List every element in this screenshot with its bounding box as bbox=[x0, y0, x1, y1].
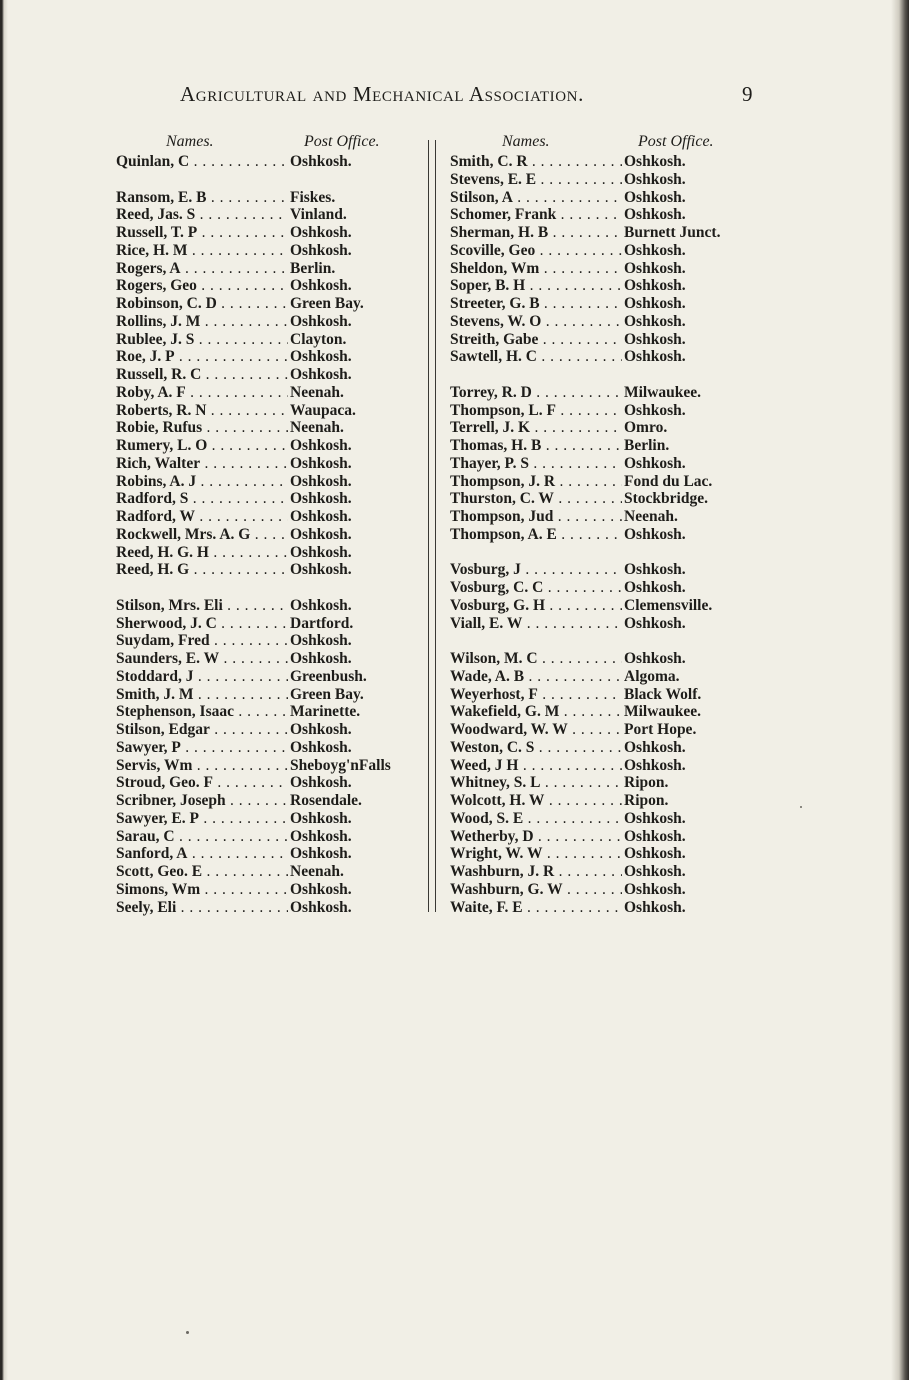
member-name: Waite, F. E . . . bbox=[450, 899, 622, 917]
post-office: Oshkosh. bbox=[290, 277, 352, 295]
post-office: Greenbush. bbox=[290, 667, 367, 685]
member-name: Smith, C. R . . . bbox=[450, 153, 622, 171]
member-name: Roberts, R. N . . . bbox=[116, 402, 288, 420]
member-name: Stilson, Mrs. Eli . . . bbox=[116, 597, 288, 615]
post-office: Oshkosh. bbox=[624, 845, 686, 863]
post-office: Ripon. bbox=[624, 792, 669, 809]
post-office: Omro. bbox=[624, 419, 668, 437]
member-name: Stevens, W. O . . . bbox=[450, 313, 622, 331]
member-name: Simons, Wm . . . bbox=[116, 881, 288, 899]
post-office: Waupaca. bbox=[290, 401, 356, 419]
member-name: Soper, B. H . . . bbox=[450, 277, 622, 295]
member-name: Scoville, Geo . . . bbox=[450, 242, 622, 260]
list-item bbox=[116, 561, 434, 579]
post-office: Oshkosh. bbox=[290, 561, 352, 579]
list-item bbox=[450, 632, 768, 650]
post-office: Oshkosh. bbox=[290, 312, 352, 330]
member-name: Thurston, C. W . . . bbox=[450, 490, 622, 508]
post-office: Fond du Lac. bbox=[624, 472, 713, 490]
post-office: Sheboyg'nFalls bbox=[290, 756, 391, 774]
list-item bbox=[450, 242, 768, 260]
page-number: 9 bbox=[742, 82, 753, 106]
member-name: Woodward, W. W . . . bbox=[450, 721, 622, 739]
member-name: Vosburg, J . . . bbox=[450, 561, 622, 579]
list-item bbox=[450, 473, 768, 491]
post-office: Oshkosh. bbox=[624, 738, 686, 756]
list-item bbox=[116, 384, 434, 402]
member-name: Robins, A. J . . . bbox=[116, 473, 288, 491]
member-name: Rollins, J. M . . . bbox=[116, 313, 288, 331]
list-item bbox=[450, 526, 768, 544]
member-name: Rockwell, Mrs. A. G . . . bbox=[116, 526, 288, 544]
post-office: Green Bay. bbox=[290, 685, 364, 703]
post-office: Berlin. bbox=[624, 437, 670, 454]
list-item bbox=[450, 757, 768, 775]
member-name: Vosburg, C. C . . . bbox=[450, 579, 622, 597]
member-name: Servis, Wm . . . bbox=[116, 757, 288, 775]
list-item bbox=[450, 348, 768, 366]
list-item bbox=[450, 668, 768, 686]
post-office: Oshkosh. bbox=[290, 880, 352, 898]
member-name: Washburn, G. W . . . bbox=[450, 881, 622, 899]
post-office: Oshkosh. bbox=[290, 366, 352, 383]
post-office: Oshkosh. bbox=[624, 880, 686, 898]
post-office: Oshkosh. bbox=[290, 721, 352, 738]
member-name: Reed, H. G . . . bbox=[116, 561, 288, 579]
member-name: Vosburg, G. H . . . bbox=[450, 597, 622, 615]
member-name: Rogers, A . . . bbox=[116, 260, 288, 278]
member-name: Seely, Eli . . . bbox=[116, 899, 288, 917]
member-name: Rice, H. M . . . bbox=[116, 242, 288, 260]
post-office: Oshkosh. bbox=[624, 454, 686, 472]
member-name: Radford, S . . . bbox=[116, 490, 288, 508]
member-name: Smith, J. M . . . bbox=[116, 686, 288, 704]
post-office: Neenah. bbox=[624, 508, 678, 525]
post-office: Milwaukee. bbox=[624, 383, 702, 401]
list-item bbox=[450, 686, 768, 704]
member-name: Stroud, Geo. F . . . bbox=[116, 774, 288, 792]
member-name: Wolcott, H. W . . . bbox=[450, 792, 622, 810]
post-office: Oshkosh. bbox=[624, 863, 686, 880]
page-left-edge bbox=[0, 0, 8, 1380]
list-item bbox=[450, 774, 768, 792]
list-item bbox=[116, 473, 434, 491]
post-office: Oshkosh. bbox=[290, 348, 352, 366]
member-name: Sawtell, H. C . . . bbox=[450, 348, 622, 366]
page-right-edge bbox=[891, 0, 909, 1380]
list-item bbox=[450, 597, 768, 615]
post-office: Oshkosh. bbox=[290, 454, 352, 472]
list-item bbox=[116, 721, 434, 739]
post-office: Oshkosh. bbox=[290, 437, 352, 454]
list-item bbox=[116, 455, 434, 473]
post-office: Oshkosh. bbox=[624, 259, 686, 277]
list-item bbox=[450, 579, 768, 597]
member-name: Weyerhost, F . . . bbox=[450, 686, 622, 704]
post-office: Oshkosh. bbox=[624, 348, 686, 366]
list-item bbox=[450, 313, 768, 331]
post-office: Rosendale. bbox=[290, 792, 362, 809]
post-office: Neenah. bbox=[290, 383, 344, 401]
post-office: Oshkosh. bbox=[290, 774, 352, 792]
list-item bbox=[116, 739, 434, 757]
post-office: Clayton. bbox=[290, 330, 347, 348]
member-name: Reed, Jas. S . . . bbox=[116, 206, 288, 224]
post-office: Oshkosh. bbox=[290, 153, 352, 170]
post-office: Oshkosh. bbox=[290, 241, 352, 259]
list-item bbox=[450, 490, 768, 508]
post-office-heading: Post Office. bbox=[304, 133, 380, 150]
member-name: Schomer, Frank . . . bbox=[450, 206, 622, 224]
post-office: Oshkosh. bbox=[624, 241, 686, 259]
member-name: Thomas, H. B . . . bbox=[450, 437, 622, 455]
list-item bbox=[116, 881, 434, 899]
list-item bbox=[116, 757, 434, 775]
list-item bbox=[116, 774, 434, 792]
list-item bbox=[450, 703, 768, 721]
post-office: Oshkosh. bbox=[290, 632, 352, 650]
list-item bbox=[450, 650, 768, 668]
list-item bbox=[116, 366, 434, 384]
member-name: Thompson, Jud . . . bbox=[450, 508, 622, 526]
list-item bbox=[116, 632, 434, 650]
member-name: Sarau, C . . . bbox=[116, 828, 288, 846]
member-name: Robinson, C. D . . . bbox=[116, 295, 288, 313]
member-name: Torrey, R. D . . . bbox=[450, 384, 622, 402]
member-name: Sheldon, Wm . . . bbox=[450, 260, 622, 278]
list-item bbox=[116, 668, 434, 686]
column-divider bbox=[428, 140, 436, 912]
post-office: Stockbridge. bbox=[624, 490, 708, 508]
list-item bbox=[450, 810, 768, 828]
member-name: Sherwood, J. C . . . bbox=[116, 615, 288, 633]
post-office: Milwaukee. bbox=[624, 703, 702, 721]
member-name: Stilson, Edgar . . . bbox=[116, 721, 288, 739]
member-name: Wilson, M. C . . . bbox=[450, 650, 622, 668]
list-item bbox=[450, 384, 768, 402]
list-item bbox=[116, 260, 434, 278]
right-column-header bbox=[450, 133, 768, 153]
member-name: Rublee, J. S . . . bbox=[116, 331, 288, 349]
list-item bbox=[116, 810, 434, 828]
list-item bbox=[450, 224, 768, 242]
member-name: Saunders, E. W . . . bbox=[116, 650, 288, 668]
member-name: Quinlan, C . . . bbox=[116, 153, 288, 171]
member-name: Streeter, G. B . . . bbox=[450, 295, 622, 313]
list-item bbox=[116, 153, 434, 171]
post-office: Green Bay. bbox=[290, 295, 364, 312]
list-item bbox=[116, 650, 434, 668]
post-office: Oshkosh. bbox=[624, 561, 686, 579]
post-office: Oshkosh. bbox=[290, 508, 352, 525]
member-name: Thayer, P. S . . . bbox=[450, 455, 622, 473]
list-item bbox=[116, 331, 434, 349]
list-item bbox=[116, 189, 434, 207]
member-name: Thompson, L. F . . . bbox=[450, 402, 622, 420]
names-heading: Names. bbox=[502, 133, 550, 150]
list-item bbox=[116, 703, 434, 721]
member-name: Wetherby, D . . . bbox=[450, 828, 622, 846]
post-office: Oshkosh. bbox=[624, 312, 686, 330]
list-item bbox=[450, 792, 768, 810]
list-item bbox=[116, 277, 434, 295]
list-item bbox=[450, 189, 768, 207]
post-office: Oshkosh. bbox=[290, 827, 352, 845]
post-office: Oshkosh. bbox=[624, 188, 686, 206]
left-entries-list bbox=[116, 153, 434, 916]
list-item bbox=[116, 544, 434, 562]
post-office: Oshkosh. bbox=[624, 206, 686, 224]
member-name: Wade, A. B . . . bbox=[450, 668, 622, 686]
list-item bbox=[450, 171, 768, 189]
member-name: Thompson, J. R . . . bbox=[450, 473, 622, 491]
post-office: Oshkosh. bbox=[624, 525, 686, 543]
post-office: Oshkosh. bbox=[290, 738, 352, 756]
list-item bbox=[116, 224, 434, 242]
member-name: Russell, R. C . . . bbox=[116, 366, 288, 384]
list-item bbox=[116, 597, 434, 615]
list-item bbox=[450, 455, 768, 473]
list-item bbox=[450, 721, 768, 739]
post-office: Oshkosh. bbox=[290, 845, 352, 863]
list-item bbox=[116, 792, 434, 810]
member-name: Weed, J H . . . bbox=[450, 757, 622, 775]
list-item bbox=[450, 366, 768, 384]
post-office: Vinland. bbox=[290, 206, 347, 224]
post-office: Oshkosh. bbox=[290, 543, 352, 561]
post-office: Oshkosh. bbox=[624, 827, 686, 845]
list-item bbox=[450, 828, 768, 846]
list-item bbox=[116, 686, 434, 704]
post-office: Oshkosh. bbox=[624, 330, 686, 348]
list-item bbox=[116, 508, 434, 526]
list-item bbox=[450, 739, 768, 757]
member-name: Stevens, E. E . . . bbox=[450, 171, 622, 189]
names-heading: Names. bbox=[166, 133, 214, 150]
list-item bbox=[450, 544, 768, 562]
post-office: Clemensville. bbox=[624, 596, 713, 614]
post-office-heading: Post Office. bbox=[638, 133, 714, 150]
list-item bbox=[450, 419, 768, 437]
list-item bbox=[116, 242, 434, 260]
list-item bbox=[116, 615, 434, 633]
list-item bbox=[450, 295, 768, 313]
post-office: Oshkosh. bbox=[290, 224, 352, 241]
post-office: Oshkosh. bbox=[290, 490, 352, 508]
member-name: Thompson, A. E . . . bbox=[450, 526, 622, 544]
member-name: Washburn, J. R . . . bbox=[450, 863, 622, 881]
member-name: Wakefield, G. M . . . bbox=[450, 703, 622, 721]
post-office: Oshkosh. bbox=[290, 898, 352, 916]
post-office: Oshkosh. bbox=[624, 614, 686, 632]
list-item bbox=[450, 331, 768, 349]
post-office: Neenah. bbox=[290, 419, 344, 437]
post-office: Oshkosh. bbox=[624, 756, 686, 774]
right-entries-list bbox=[450, 153, 768, 916]
post-office: Oshkosh. bbox=[624, 579, 686, 596]
member-name: Stoddard, J . . . bbox=[116, 668, 288, 686]
member-name: Scott, Geo. E . . . bbox=[116, 863, 288, 881]
member-name: Reed, H. G. H . . . bbox=[116, 544, 288, 562]
post-office: Oshkosh. bbox=[290, 525, 352, 543]
post-office: Oshkosh. bbox=[624, 277, 686, 295]
list-item bbox=[450, 561, 768, 579]
list-item bbox=[450, 863, 768, 881]
list-item bbox=[450, 260, 768, 278]
post-office: Fiskes. bbox=[290, 188, 336, 206]
list-item bbox=[450, 153, 768, 171]
list-item bbox=[450, 437, 768, 455]
list-item bbox=[450, 508, 768, 526]
member-name: Sawyer, P . . . bbox=[116, 739, 288, 757]
list-item bbox=[450, 845, 768, 863]
member-name: Sawyer, E. P . . . bbox=[116, 810, 288, 828]
member-name: Streith, Gabe . . . bbox=[450, 331, 622, 349]
list-item bbox=[450, 206, 768, 224]
member-name: Sherman, H. B . . . bbox=[450, 224, 622, 242]
post-office: Oshkosh. bbox=[290, 596, 352, 614]
member-name: Robie, Rufus . . . bbox=[116, 419, 288, 437]
member-name: Wood, S. E . . . bbox=[450, 810, 622, 828]
list-item bbox=[116, 171, 434, 189]
post-office: Oshkosh. bbox=[624, 401, 686, 419]
member-name: Radford, W . . . bbox=[116, 508, 288, 526]
left-column bbox=[116, 133, 434, 916]
post-office: Oshkosh. bbox=[290, 809, 352, 827]
list-item bbox=[116, 419, 434, 437]
post-office: Marinette. bbox=[290, 703, 361, 721]
member-name: Scribner, Joseph . . . bbox=[116, 792, 288, 810]
post-office: Oshkosh. bbox=[624, 153, 686, 170]
member-name: Weston, C. S . . . bbox=[450, 739, 622, 757]
member-name: Stilson, A . . . bbox=[450, 189, 622, 207]
member-name: Roe, J. P . . . bbox=[116, 348, 288, 366]
member-name: Sanford, A . . . bbox=[116, 845, 288, 863]
member-name: Stephenson, Isaac . . . bbox=[116, 703, 288, 721]
right-column bbox=[450, 133, 768, 916]
member-name: Ransom, E. B . . . bbox=[116, 189, 288, 207]
list-item bbox=[450, 881, 768, 899]
list-item bbox=[116, 206, 434, 224]
list-item bbox=[116, 295, 434, 313]
post-office: Oshkosh. bbox=[290, 472, 352, 490]
list-item bbox=[450, 615, 768, 633]
left-column-header bbox=[116, 133, 434, 153]
post-office: Oshkosh. bbox=[624, 170, 686, 188]
member-name: Russell, T. P . . . bbox=[116, 224, 288, 242]
list-item bbox=[450, 899, 768, 917]
list-item bbox=[116, 526, 434, 544]
post-office: Oshkosh. bbox=[624, 650, 686, 667]
post-office: Black Wolf. bbox=[624, 685, 702, 703]
list-item bbox=[116, 490, 434, 508]
post-office: Oshkosh. bbox=[624, 809, 686, 827]
list-item bbox=[450, 277, 768, 295]
post-office: Oshkosh. bbox=[624, 295, 686, 312]
list-item bbox=[116, 437, 434, 455]
list-item bbox=[116, 348, 434, 366]
post-office: Dartford. bbox=[290, 614, 354, 632]
list-item bbox=[116, 313, 434, 331]
member-name: Wright, W. W . . . bbox=[450, 845, 622, 863]
list-item bbox=[116, 402, 434, 420]
member-name: Suydam, Fred . . . bbox=[116, 632, 288, 650]
list-item bbox=[116, 828, 434, 846]
post-office: Oshkosh. bbox=[624, 898, 686, 916]
list-item bbox=[116, 863, 434, 881]
list-item bbox=[450, 402, 768, 420]
list-item bbox=[116, 899, 434, 917]
member-name: Roby, A. F . . . bbox=[116, 384, 288, 402]
list-item bbox=[116, 845, 434, 863]
post-office: Ripon. bbox=[624, 774, 669, 792]
post-office: Burnett Junct. bbox=[624, 224, 721, 241]
member-name: Rich, Walter . . . bbox=[116, 455, 288, 473]
member-name: Viall, E. W . . . bbox=[450, 615, 622, 633]
member-name: Whitney, S. L . . . bbox=[450, 774, 622, 792]
paper-speck bbox=[800, 806, 802, 808]
paper-speck bbox=[186, 1331, 189, 1334]
member-name: Rogers, Geo . . . bbox=[116, 277, 288, 295]
member-name: Rumery, L. O . . . bbox=[116, 437, 288, 455]
post-office: Neenah. bbox=[290, 863, 344, 880]
member-name: Terrell, J. K . . . bbox=[450, 419, 622, 437]
post-office: Algoma. bbox=[624, 667, 680, 685]
page-header-title: Agricultural and Mechanical Association. bbox=[180, 82, 584, 106]
post-office: Berlin. bbox=[290, 259, 336, 277]
list-item bbox=[116, 579, 434, 597]
post-office: Oshkosh. bbox=[290, 650, 352, 667]
post-office: Port Hope. bbox=[624, 721, 697, 738]
